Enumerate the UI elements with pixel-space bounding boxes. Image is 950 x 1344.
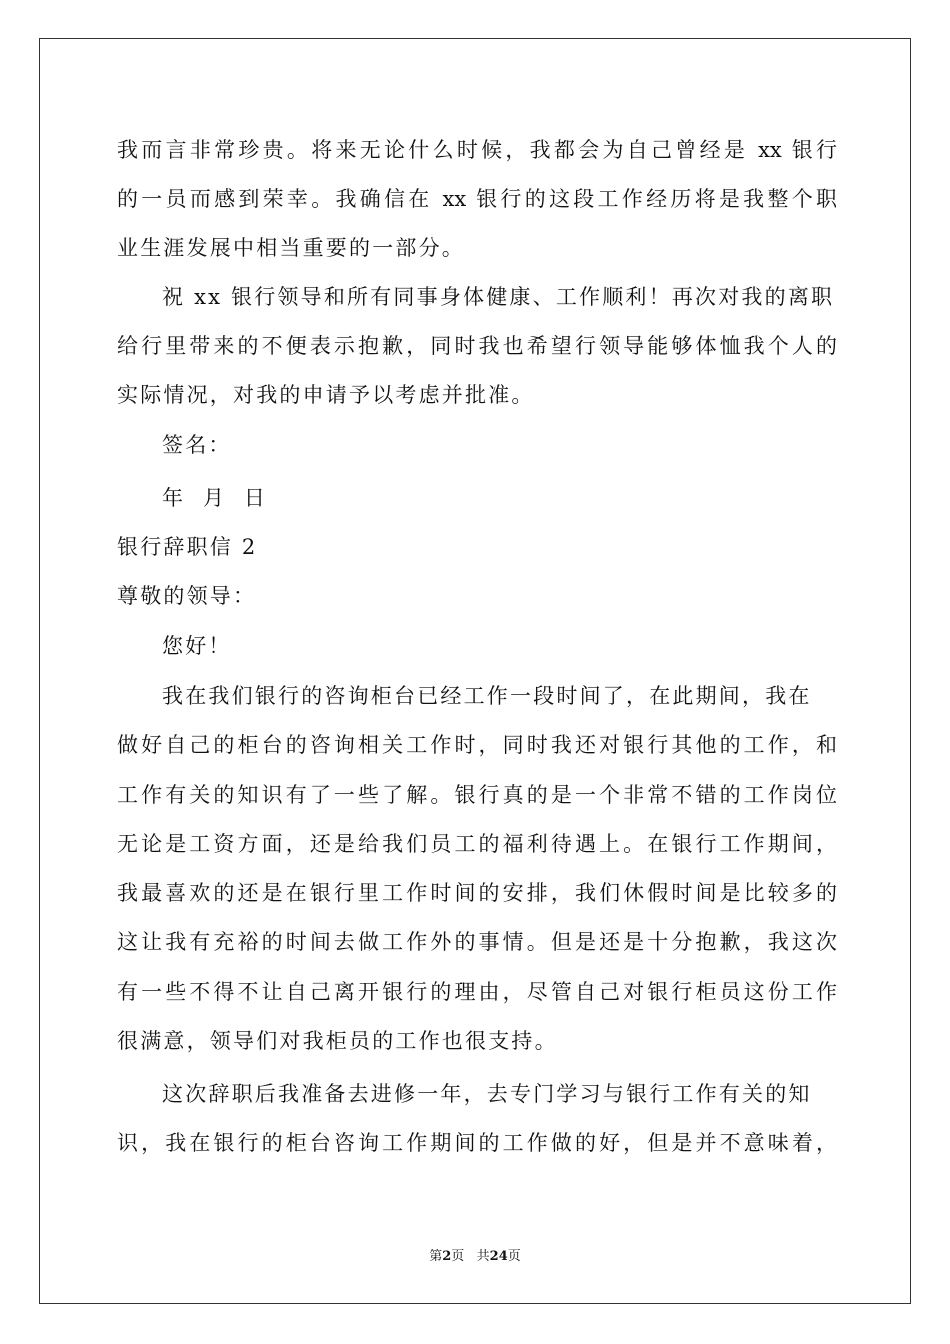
footer-suffix: 页 [507,1249,521,1264]
paragraph-line: 我在我们银行的咨询柜台已经工作一段时间了，在此期间，我在 [162,684,812,708]
salutation: 尊敬的领导： [117,584,257,608]
paragraph-line: 无论是工资方面，还是给我们员工的福利待遇上。在银行工作期间， [117,832,837,856]
paragraph-line: 工作有关的知识有了一些了解。银行真的是一个非常不错的工作岗位 [117,783,837,807]
signature-label: 签名： [162,433,232,457]
date-label: 年 月 日 [162,486,268,510]
paragraph-line: 很满意，领导们对我柜员的工作也很支持。 [117,1029,558,1053]
paragraph-line: 有一些不得不让自己离开银行的理由，尽管自己对银行柜员这份工作 [117,980,837,1004]
paragraph-line: 识，我在银行的柜台咨询工作期间的工作做的好，但是并不意味着， [117,1131,837,1155]
paragraph-line: 我最喜欢的还是在银行里工作时间的安排，我们休假时间是比较多的 [117,881,837,905]
paragraph-line: 祝 xx 银行领导和所有同事身体健康、工作顺利！再次对我的离职 [162,285,835,309]
footer-mid: 页 共 [451,1249,490,1264]
paragraph-line: 实际情况，对我的申请予以考虑并批准。 [117,383,535,407]
paragraph-line: 我而言非常珍贵。将来无论什么时候，我都会为自己曾经是 xx 银行 [117,138,837,162]
paragraph-line: 这次辞职后我准备去进修一年，去专门学习与银行工作有关的知 [162,1082,812,1106]
footer-prefix: 第 [429,1249,443,1264]
paragraph-line: 业生涯发展中相当重要的一部分。 [117,236,465,260]
page-footer [0,1245,950,1264]
paragraph-line: 给行里带来的不便表示抱歉，同时我也希望行领导能够体恤我个人的 [117,334,837,358]
letter-title: 银行辞职信 2 [117,535,258,559]
paragraph-line: 做好自己的柜台的咨询相关工作时，同时我还对银行其他的工作，和 [117,733,837,757]
paragraph-line: 的一员而感到荣幸。我确信在 xx 银行的这段工作经历将是我整个职 [117,187,837,211]
greeting: 您好！ [162,634,232,658]
total-page-count: 24 [489,1249,508,1264]
paragraph-line: 这让我有充裕的时间去做工作外的事情。但是还是十分抱歉，我这次 [117,930,837,954]
current-page-number: 2 [442,1249,452,1264]
